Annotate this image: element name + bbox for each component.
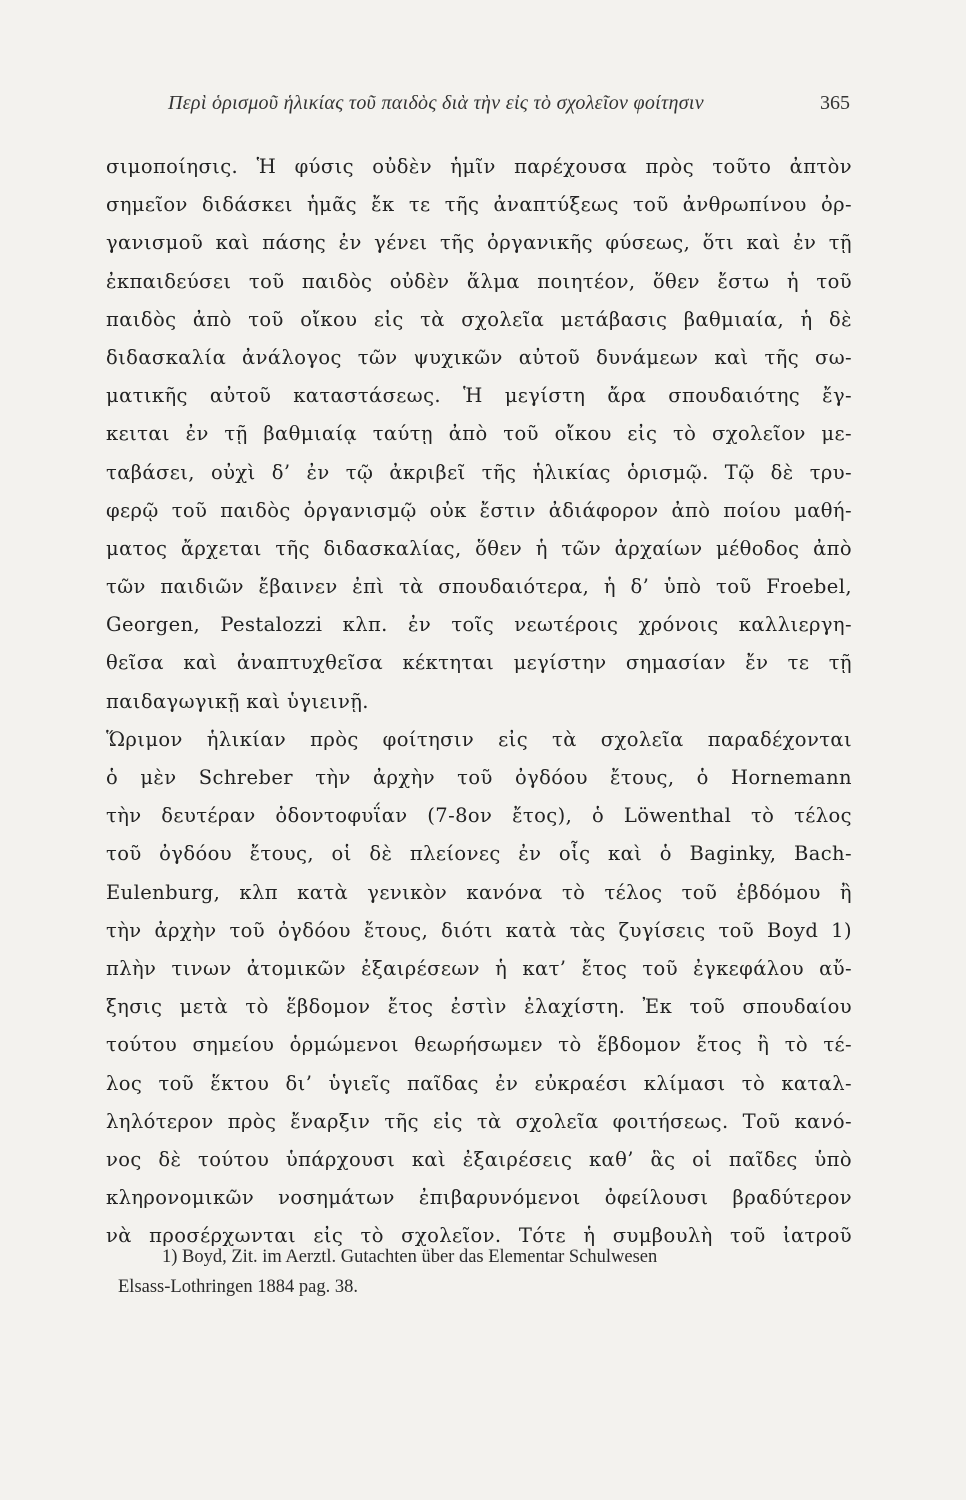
text-line: νὰ προσέρχωνται εἰς τὸ σχολεῖον. Τότε ἡ συμβουλὴ τοῦ ἰατροῦ xyxy=(106,1224,852,1248)
text-line: παιδαγωγικῇ καὶ ὑγιεινῇ. xyxy=(106,689,369,713)
text-line: σιμοποίησις. Ἡ φύσις οὐδὲν ἡμῖν παρέχουσα πρὸς τοῦτο ἀπτὸν xyxy=(106,155,852,178)
text-line: ματος ἄρχεται τῆς διδασκαλίας, ὅθεν ἡ τῶν ἀρχαίων μέθοδος ἀπὸ xyxy=(106,536,852,560)
text-line: ταβάσει, οὐχὶ δ’ ἐν τῷ ἀκριβεῖ τῆς ἡλικίας ὁρισμῷ. Τῷ δὲ τρυ- xyxy=(106,460,852,484)
text-line: πλὴν τινων ἀτομικῶν ἐξαιρέσεων ἡ κατ’ ἔτος τοῦ ἐγκεφάλου αὔ- xyxy=(106,956,852,980)
text-line: τῶν παιδιῶν ἔβαινεν ἐπὶ τὰ σπουδαιότερα, ἡ δ’ ὑπὸ τοῦ Froebel, xyxy=(106,575,852,599)
footnote xyxy=(118,1242,848,1302)
text-line: τὴν ἀρχὴν τοῦ ὀγδόου ἔτους, διότι κατὰ τὰς ζυγίσεις τοῦ Boyd 1) xyxy=(106,918,852,942)
text-line: παιδὸς ἀπὸ τοῦ οἴκου εἰς τὰ σχολεῖα μετάβασις βαθμιαία, ἡ δὲ xyxy=(106,307,852,331)
text-line: λος τοῦ ἕκτου δι’ ὑγιεῖς παῖδας ἐν εὐκραέσι κλίμασι τὸ καταλ- xyxy=(106,1071,852,1095)
text-line: τὴν δευτέραν ὀδοντοφυΐαν (7-8ον ἔτος), ὁ Löwenthal τὸ τέλος xyxy=(106,804,852,828)
text-line: ληλότερον πρὸς ἔναρξιν τῆς εἰς τὰ σχολεῖα φοιτήσεως. Τοῦ κανό- xyxy=(106,1109,852,1133)
text-line: Georgen, Pestalozzi κλπ. ἐν τοῖς νεωτέροις χρόνοις καλλιεργη- xyxy=(106,613,852,637)
text-line: γανισμοῦ καὶ πάσης ἐν γένει τῆς ὀργανικῆς φύσεως, ὅτι καὶ ἐν τῇ xyxy=(106,231,852,255)
text-line: Ὥριμον ἡλικίαν πρὸς φοίτησιν εἰς τὰ σχολεῖα παραδέχονται xyxy=(106,727,852,751)
text-line: ξησις μετὰ τὸ ἕβδομον ἔτος ἐστὶν ἐλαχίστη. Ἐκ τοῦ σπουδαίου xyxy=(106,995,852,1019)
text-line: κληρονομικῶν νοσημάτων ἐπιβαρυνόμενοι ὀφείλουσι βραδύτερον xyxy=(106,1186,852,1210)
text-line: τούτου σημείου ὁρμώμενοι θεωρήσωμεν τὸ ἕβδομον ἔτος ἢ τὸ τέ- xyxy=(106,1033,852,1057)
text-line: κειται ἐν τῇ βαθμιαίᾳ ταύτῃ ἀπὸ τοῦ οἴκου εἰς τὸ σχολεῖον με- xyxy=(106,422,852,446)
text-line: ὁ μὲν Schreber τὴν ἀρχὴν τοῦ ὀγδόου ἔτους, ὁ Hornemann xyxy=(106,766,852,789)
text-line: ἐκπαιδεύσει τοῦ παιδὸς οὐδὲν ἅλμα ποιητέον, ὅθεν ἔστω ἡ τοῦ xyxy=(106,269,852,293)
text-line: σημεῖον διδάσκει ἡμᾶς ἔκ τε τῆς ἀναπτύξεως τοῦ ἀνθρωπίνου ὀρ- xyxy=(106,193,852,217)
text-line: ματικῆς αὐτοῦ καταστάσεως. Ἡ μεγίστη ἄρα σπουδαιότης ἔγ- xyxy=(106,384,852,408)
footnote-line: Elsass-Lothringen 1884 pag. 38. xyxy=(118,1277,358,1297)
text-line: τοῦ ὀγδόου ἔτους, οἱ δὲ πλείονες ἐν οἷς καὶ ὁ Baginky, Bach- xyxy=(106,842,852,866)
page-header xyxy=(160,92,850,126)
page-number: 365 xyxy=(820,92,850,114)
text-line: Eulenburg, κλπ κατὰ γενικὸν κανόνα τὸ τέλος τοῦ ἑβδόμου ἢ xyxy=(106,880,852,904)
text-line: νος δὲ τούτου ὑπάρχουσι καὶ ἐξαιρέσεις καθ’ ἃς οἱ παῖδες ὑπὸ xyxy=(106,1147,852,1171)
text-line: θεῖσα καὶ ἀναπτυχθεῖσα κέκτηται μεγίστην σημασίαν ἔν τε τῇ xyxy=(106,651,852,675)
footnote-line: 1) Boyd, Zit. im Aerztl. Gutachten über das Elementar Schulwesen xyxy=(162,1247,658,1267)
text-line: φερῷ τοῦ παιδὸς ὀργανισμῷ οὐκ ἔστιν ἀδιάφορον ἀπὸ ποίου μαθή- xyxy=(106,498,852,522)
text-line: διδασκαλία ἀνάλογος τῶν ψυχικῶν αὐτοῦ δυνάμεων καὶ τῆς σω- xyxy=(106,345,852,369)
running-title: Περὶ ὁρισμοῦ ἡλικίας τοῦ παιδὸς διὰ τὴν εἰς τὸ σχολεῖον φοίτησιν xyxy=(168,92,704,114)
main-text xyxy=(106,148,852,1255)
